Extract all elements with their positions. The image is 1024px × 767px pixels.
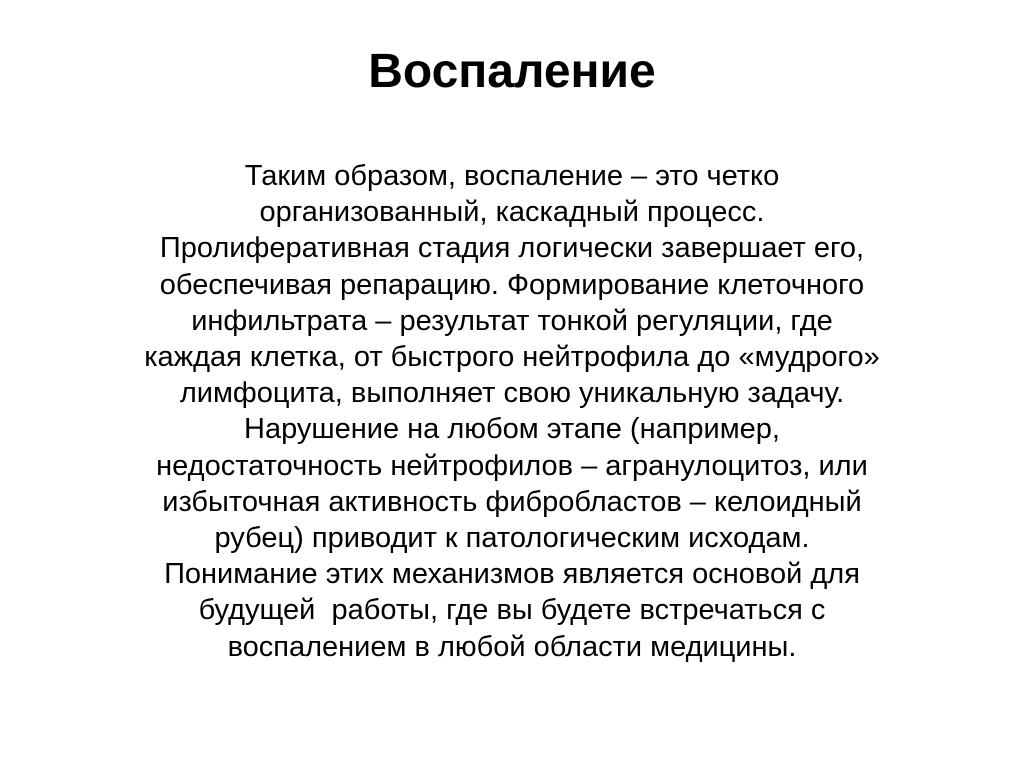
body-line: Таким образом, воспаление – это четко — [244, 160, 780, 192]
body-line: лимфоцита, выполняет свою уникальную задачу. — [179, 377, 845, 410]
body-line: каждая клетка, от быстрого нейтрофила до «мудрого» — [144, 341, 880, 374]
body-line: инфильтрата – результат тонкой регуляции, где — [191, 304, 833, 337]
body-line: рубец) приводит к патологическим исходам. — [214, 522, 810, 555]
body-line: Нарушение на любом этапе (например, — [244, 413, 780, 446]
body-line: Пролиферативная стадия логически завершает его, — [159, 232, 865, 265]
body-line: обеспечивая репарацию. Формирование клеточного — [159, 268, 865, 301]
body-line: избыточная активность фибробластов – келоидный — [162, 485, 862, 518]
body-line: организованный, каскадный процесс. — [259, 196, 765, 229]
body-line: Понимание этих механизмов является основой для — [164, 558, 860, 591]
slide-body — [60, 158, 964, 665]
body-line: будущей работы, где вы будете встречаться с — [198, 594, 826, 627]
slide-title: Воспаление — [368, 45, 656, 98]
body-line: недостаточность нейтрофилов – агранулоцитоз, или — [156, 449, 868, 482]
body-line: воспалением в любой области медицины. — [227, 630, 797, 663]
